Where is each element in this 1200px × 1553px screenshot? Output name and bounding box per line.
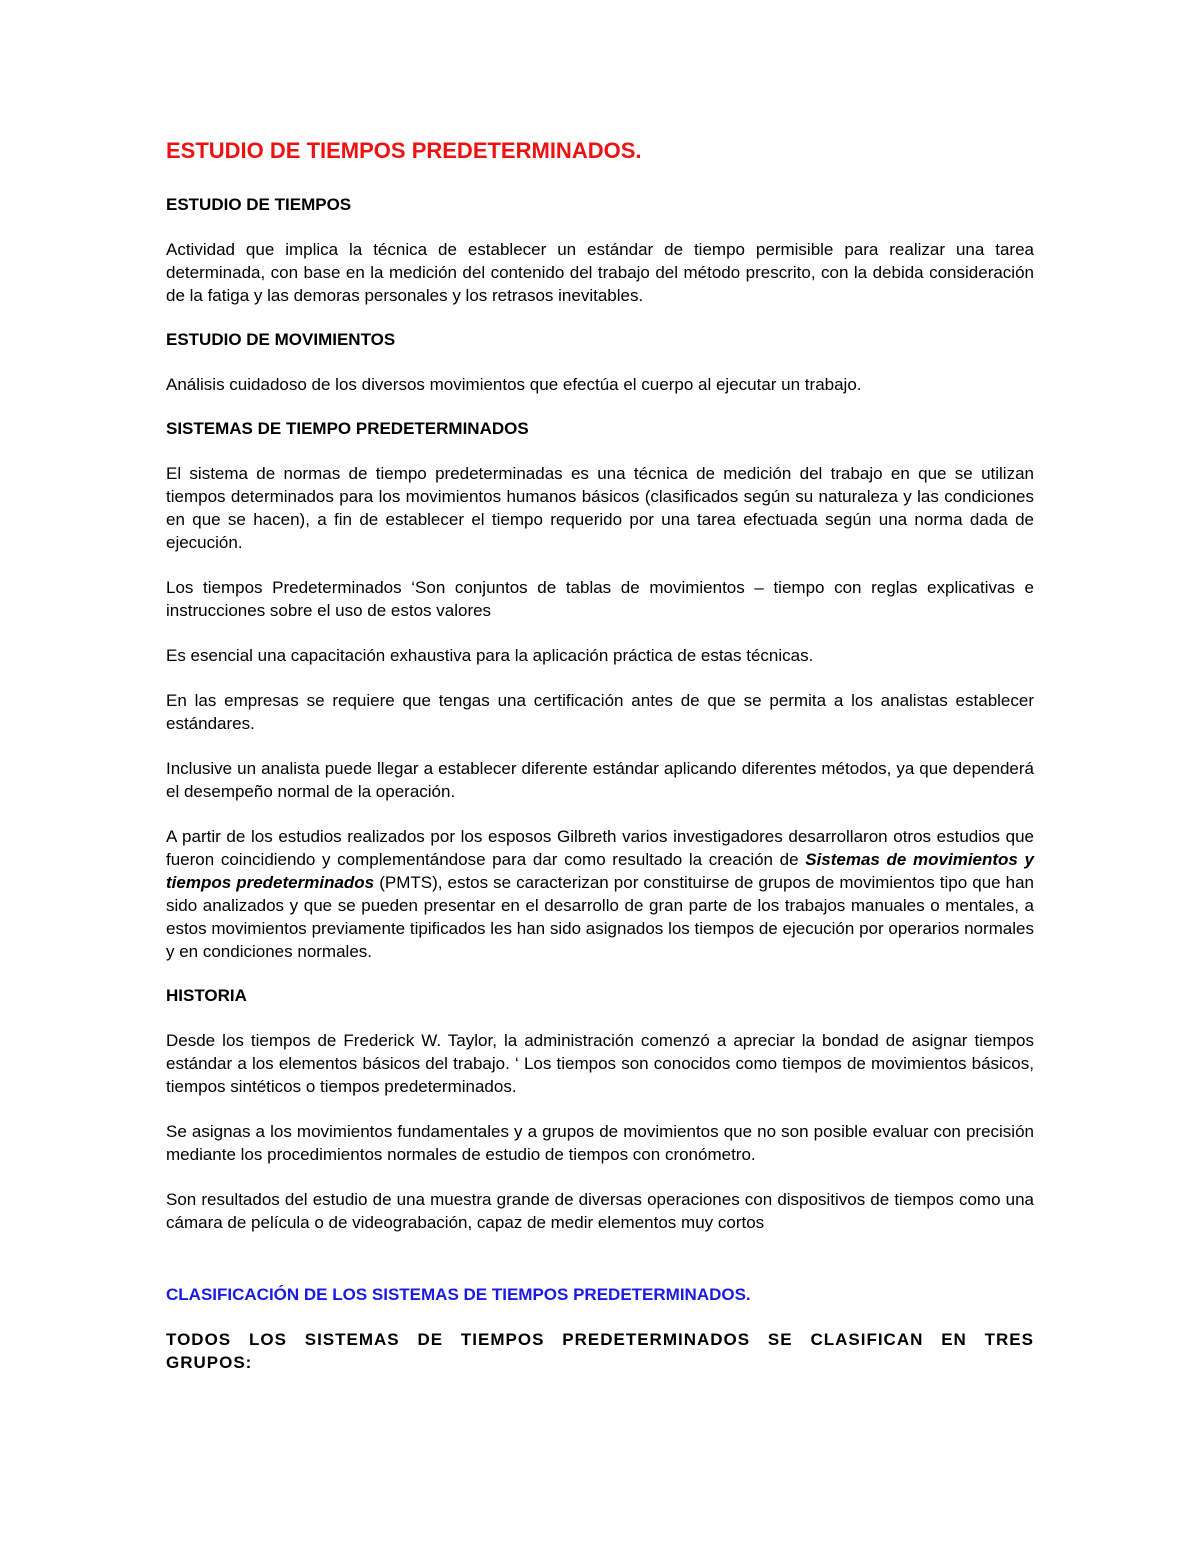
paragraph: Inclusive un analista puede llegar a establecer diferente estándar aplicando diferentes métodos, ya que dependerá el desempeño normal de la operación. (166, 759, 1034, 801)
section-heading-historia: HISTORIA (166, 986, 247, 1005)
pmts-emphasis: Sistemas de movimientos y tiempos predeterminados (166, 850, 1034, 892)
classification-title: CLASIFICACIÓN DE LOS SISTEMAS DE TIEMPOS PREDETERMINADOS. (166, 1285, 751, 1304)
paragraph: Actividad que implica la técnica de establecer un estándar de tiempo permisible para realizar una tarea determinada, con base en la medición del contenido del trabajo del método prescrito, con la debida consideración de la fatiga y las demoras personales y los retrasos inevitables. (166, 240, 1034, 305)
paragraph: En las empresas se requiere que tengas una certificación antes de que se permita a los analistas establecer estándares. (166, 691, 1034, 733)
paragraph-text: (PMTS), estos se caracterizan por constituirse de grupos de movimientos tipo que han sido analizados y que se pueden presentar en el desarrollo de gran parte de los trabajos manuales o mentales, a estos movimientos previamente tipificados les han sido asignados los tiempos de ejecución por operarios normales y en condiciones normales. (166, 873, 1035, 961)
paragraph: Desde los tiempos de Frederick W. Taylor, la administración comenzó a apreciar la bondad de asignar tiempos estándar a los elementos básicos del trabajo. ‘ Los tiempos son conocidos como tiempos de movimientos básicos, tiempos sintéticos o tiempos predeterminados. (166, 1031, 1034, 1096)
gilbreth-paragraph (166, 825, 1034, 963)
paragraph-text: A partir de los estudios realizados por los esposos Gilbreth varios investigadores desarrollaron otros estudios que fueron coincidiendo y complementándose para dar como resultado la creación de (166, 827, 1034, 869)
paragraph: Son resultados del estudio de una muestra grande de diversas operaciones con dispositivos de tiempos como una cámara de película o de videograbación, capaz de medir elementos muy cortos (166, 1190, 1034, 1232)
classification-subtitle: TODOS LOS SISTEMAS DE TIEMPOS PREDETERMINADOS SE CLASIFICAN EN TRES GRUPOS: (166, 1330, 1034, 1372)
section-heading-sistemas-tiempo: SISTEMAS DE TIEMPO PREDETERMINADOS (166, 419, 529, 438)
section-heading-estudio-tiempos: ESTUDIO DE TIEMPOS (166, 195, 352, 214)
paragraph: El sistema de normas de tiempo predeterminadas es una técnica de medición del trabajo en que se utilizan tiempos determinados para los movimientos humanos básicos (clasificados según su naturaleza y las condiciones en que se hacen), a fin de establecer el tiempo requerido por una tarea efectuada según una norma dada de ejecución. (166, 464, 1034, 552)
paragraph: Es esencial una capacitación exhaustiva para la aplicación práctica de estas técnicas. (166, 646, 814, 665)
document-body (166, 136, 1034, 1374)
paragraph: Análisis cuidadoso de los diversos movimientos que efectúa el cuerpo al ejecutar un trabajo. (166, 375, 862, 394)
paragraph: Se asignas a los movimientos fundamentales y a grupos de movimientos que no son posible evaluar con precisión mediante los procedimientos normales de estudio de tiempos con cronómetro. (166, 1122, 1034, 1164)
paragraph: Los tiempos Predeterminados ‘Son conjuntos de tablas de movimientos – tiempo con reglas explicativas e instrucciones sobre el uso de estos valores (166, 578, 1034, 620)
document-title: ESTUDIO DE TIEMPOS PREDETERMINADOS. (166, 138, 642, 163)
section-heading-estudio-movimientos: ESTUDIO DE MOVIMIENTOS (166, 330, 396, 349)
